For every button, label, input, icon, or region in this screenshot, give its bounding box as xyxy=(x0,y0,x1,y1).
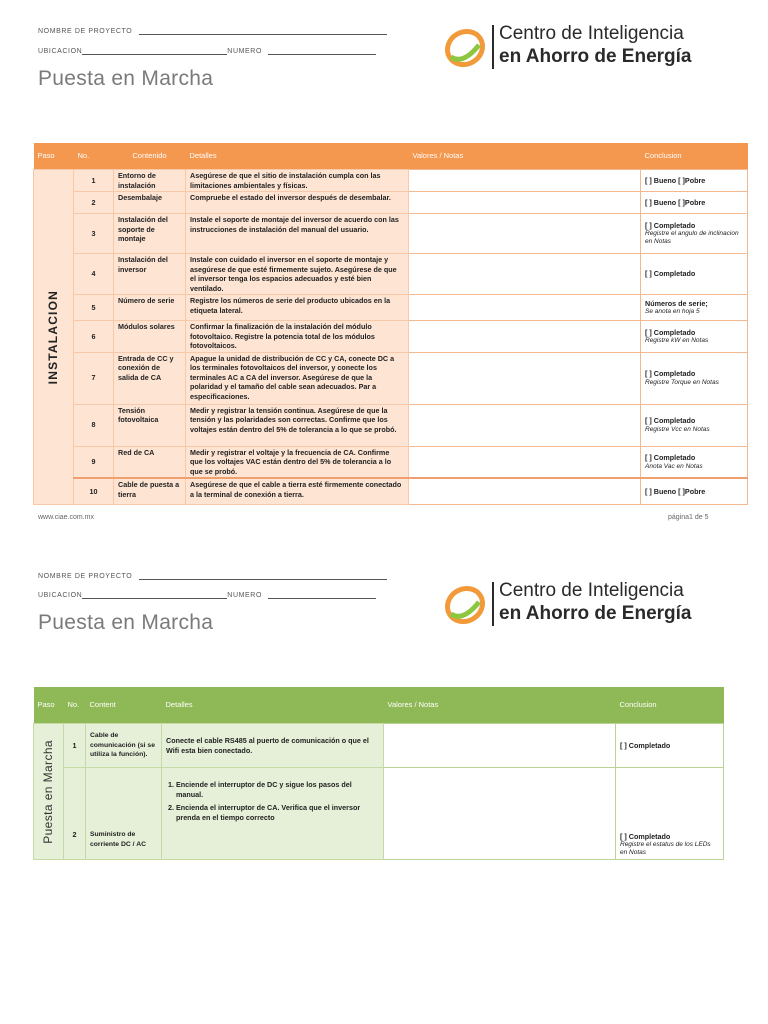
row-number: 8 xyxy=(74,404,114,446)
ciae-logo xyxy=(443,25,713,71)
row-number: 6 xyxy=(74,321,114,353)
header-paso: Paso xyxy=(34,143,74,170)
page-title-2: Puesta en Marcha xyxy=(38,611,214,634)
header2-detalles: Detalles xyxy=(162,687,384,724)
row-content: Instalación del soporte de montaje xyxy=(114,214,186,254)
row-number: 3 xyxy=(74,214,114,254)
row-content: Red de CA xyxy=(114,446,186,478)
header2-paso: Paso xyxy=(34,687,64,724)
row-details: Confirmar la finalización de la instalación del módulo fotovoltaico. Registre la potencia total de los módulos fotovoltaicos. xyxy=(186,321,409,353)
row-details: Asegúrese de que el sitio de instalación cumpla con las limitaciones ambientales y físicas. xyxy=(186,170,409,192)
details-list-item: 2. Encienda el interruptor de CA. Verifica que el inversor prenda en el tiempo correcto xyxy=(176,803,379,822)
logo-line1: Centro de Inteligencia xyxy=(499,23,684,44)
location-label-2: UBICACION xyxy=(38,592,83,599)
row-note: Registre kW en Notas xyxy=(645,337,709,344)
location-field-2[interactable] xyxy=(38,591,376,599)
project-name-line[interactable] xyxy=(139,27,387,35)
row-conclusion-cell[interactable] xyxy=(641,321,748,353)
project-name-line-2[interactable] xyxy=(139,572,387,580)
row-conclusion-cell[interactable] xyxy=(641,295,748,321)
row-conclusion: Números de serie; xyxy=(645,298,708,308)
row-content: Módulos solares xyxy=(114,321,186,353)
number-line-2[interactable] xyxy=(268,591,376,599)
location-line[interactable] xyxy=(82,47,227,55)
table-row xyxy=(34,768,724,860)
row-content: Número de serie xyxy=(114,295,186,321)
logo-line1-2: Centro de Inteligencia xyxy=(499,580,684,601)
table-row xyxy=(34,352,748,404)
logo-line2-2: en Ahorro de Energía xyxy=(499,603,692,624)
row-values-cell[interactable] xyxy=(409,404,641,446)
row-details: Instale con cuidado el inversor en el soporte de montaje y asegúrese de que esté firmemente sujeto. Asegúrese de que el inversor tenga los espacios adecuados y esté bien ventilado. xyxy=(186,254,409,295)
row-conclusion[interactable]: [ ] Completado xyxy=(616,724,724,768)
logo-ring-icon-2 xyxy=(443,584,487,626)
project-name-label: NOMBRE DE PROYECTO xyxy=(38,28,133,35)
row-values-cell[interactable] xyxy=(409,192,641,214)
header-no: No. xyxy=(74,143,114,170)
row-note: Anota Vac en Notas xyxy=(645,462,703,470)
row-details xyxy=(162,768,384,860)
row-values-cell[interactable] xyxy=(409,478,641,504)
row-content: Tensión fotovoltaica xyxy=(114,404,186,446)
row-note: Se anota en hoja 5 xyxy=(645,308,700,316)
row-values-cell[interactable] xyxy=(384,724,616,768)
row-details: Registre los números de serie del producto ubicados en la etiqueta lateral. xyxy=(186,295,409,321)
details-list xyxy=(166,780,379,822)
row-details: Medir y registrar el voltaje y la frecuencia de CA. Confirme que los voltajes VAC están dentro del 5% de tolerancia a lo que se probó. xyxy=(186,446,409,478)
row-number: 1 xyxy=(64,724,86,768)
header-detalles: Detalles xyxy=(186,143,409,170)
project-name-field-2[interactable] xyxy=(38,572,387,580)
location-label: UBICACION xyxy=(38,48,83,55)
row-details: Medir y registrar la tensión continua. Asegúrese de que la tensión y las polaridades son correctas. Confirme que los voltajes están dentro del 5% de tolerancia a lo que se probó. xyxy=(186,404,409,446)
startup-table xyxy=(33,687,724,860)
header2-content: Content xyxy=(86,687,162,724)
header-contenido: Contenido xyxy=(114,143,186,170)
row-content: Desembalaje xyxy=(114,192,186,214)
table-row xyxy=(34,295,748,321)
section-cell xyxy=(34,170,74,505)
details-list-item: 1. Enciende el interruptor de DC y sigue los pasos del manual. xyxy=(176,780,379,799)
header2-no: No. xyxy=(64,687,86,724)
project-name-label-2: NOMBRE DE PROYECTO xyxy=(38,573,133,580)
row-conclusion: [ ] Completado xyxy=(645,220,696,230)
table-row xyxy=(34,214,748,254)
number-label-2: NUMERO xyxy=(227,592,263,599)
logo-ring-icon xyxy=(443,27,487,69)
row-content: Cable de puesta a tierra xyxy=(114,478,186,504)
row-note: Registre Torque en Notas xyxy=(645,378,719,386)
row-number: 2 xyxy=(74,192,114,214)
row-values-cell[interactable] xyxy=(409,295,641,321)
row-values-cell[interactable] xyxy=(409,254,641,295)
row-conclusion: [ ] Completado xyxy=(620,831,671,841)
row-conclusion: [ ] Completado xyxy=(645,269,696,279)
row-content: Cable de comunicación (si se utiliza la función). xyxy=(86,724,162,768)
row-content: Instalación del inversor xyxy=(114,254,186,295)
row-conclusion: [ ] Bueno [ ]Pobre xyxy=(645,197,706,207)
row-conclusion: [ ] Bueno [ ]Pobre xyxy=(645,486,706,496)
row-content: Suministro de corriente DC / AC xyxy=(86,768,162,860)
row-number: 1 xyxy=(74,170,114,192)
row-conclusion-cell[interactable] xyxy=(641,170,748,192)
number-label: NUMERO xyxy=(227,48,263,55)
footer-page-number: página1 de 5 xyxy=(668,514,709,521)
row-details: Instale el soporte de montaje del inversor de acuerdo con las instrucciones de instalación del manual del usuario. xyxy=(186,214,409,254)
section-label: INSTALACION xyxy=(45,289,60,384)
row-conclusion-cell[interactable] xyxy=(641,192,748,214)
row-content: Entorno de instalación xyxy=(114,170,186,192)
row-number: 5 xyxy=(74,295,114,321)
table-row xyxy=(34,724,724,768)
location-field[interactable] xyxy=(38,47,376,55)
table2-header-row xyxy=(34,687,724,724)
table-header-row xyxy=(34,143,748,170)
row-conclusion-cell[interactable] xyxy=(641,404,748,446)
section-label-2: Puesta en Marcha xyxy=(40,739,55,844)
location-line-2[interactable] xyxy=(82,591,227,599)
row-number: 7 xyxy=(74,352,114,404)
page-title: Puesta en Marcha xyxy=(38,67,214,90)
table-row xyxy=(34,192,748,214)
table-row xyxy=(34,404,748,446)
ciae-logo-2 xyxy=(443,582,713,628)
logo-line2: en Ahorro de Energía xyxy=(499,46,692,67)
table-row xyxy=(34,446,748,478)
row-note: Registre Vcc en Notas xyxy=(645,425,710,433)
row-content: Entrada de CC y conexión de salida de CA xyxy=(114,352,186,404)
row-values-cell[interactable] xyxy=(384,768,616,860)
header2-valores: Valores / Notas xyxy=(384,687,616,724)
row-number: 9 xyxy=(74,446,114,478)
row-conclusion: [ ] Completado xyxy=(645,369,696,379)
header-conclusion: Conclusion xyxy=(641,143,748,170)
row-conclusion: [ ] Completado xyxy=(645,453,696,462)
row-conclusion-cell[interactable] xyxy=(641,254,748,295)
installation-table xyxy=(33,143,748,505)
row-values-cell[interactable] xyxy=(409,321,641,353)
row-conclusion-cell[interactable] xyxy=(641,214,748,254)
project-name-field[interactable] xyxy=(38,27,387,35)
row-values-cell[interactable] xyxy=(409,352,641,404)
row-note: Registre el angulo de inclinacion en Notas xyxy=(645,230,739,246)
row-number: 2 xyxy=(64,768,86,860)
row-details: Asegúrese de que el cable a tierra esté firmemente conectado a la terminal de conexión a tierra. xyxy=(186,478,409,504)
row-details: Conecte el cable RS485 al puerto de comunicación o que el Wifi esta bien conectado. xyxy=(162,724,384,768)
footer-website[interactable]: www.ciae.com.mx xyxy=(38,514,95,521)
row-values-cell[interactable] xyxy=(409,214,641,254)
table-row xyxy=(34,170,748,192)
row-number: 4 xyxy=(74,254,114,295)
row-conclusion-cell[interactable] xyxy=(616,768,724,860)
row-values-cell[interactable] xyxy=(409,170,641,192)
header-valores: Valores / Notas xyxy=(409,143,641,170)
row-number: 10 xyxy=(74,478,114,504)
row-conclusion-cell[interactable] xyxy=(641,478,748,504)
section-cell-2 xyxy=(34,724,64,860)
row-details: Apague la unidad de distribución de CC y CA, conecte DC a los terminales fotovoltaicos del inversor, y conecte los terminales AC a CA del inversor. Asegúrese de que la polaridad y el tamaño del cable sean adecuados. Par a especificaciones. xyxy=(186,352,409,404)
row-conclusion: [ ] Completado xyxy=(645,327,696,337)
row-conclusion: [ ] Bueno [ ]Pobre xyxy=(645,175,706,185)
header2-conclusion: Conclusion xyxy=(616,687,724,724)
table-row xyxy=(34,321,748,353)
row-details: Compruebe el estado del inversor después de desembalar. xyxy=(186,192,409,214)
row-note: Registre el estatus de los LEDs en Notas xyxy=(620,841,711,856)
table-row xyxy=(34,254,748,295)
row-conclusion-cell[interactable] xyxy=(641,352,748,404)
row-conclusion: [ ] Completado xyxy=(645,416,696,426)
number-line[interactable] xyxy=(268,47,376,55)
row-conclusion-cell[interactable] xyxy=(641,446,748,478)
table-row xyxy=(34,478,748,504)
row-values-cell[interactable] xyxy=(409,446,641,478)
